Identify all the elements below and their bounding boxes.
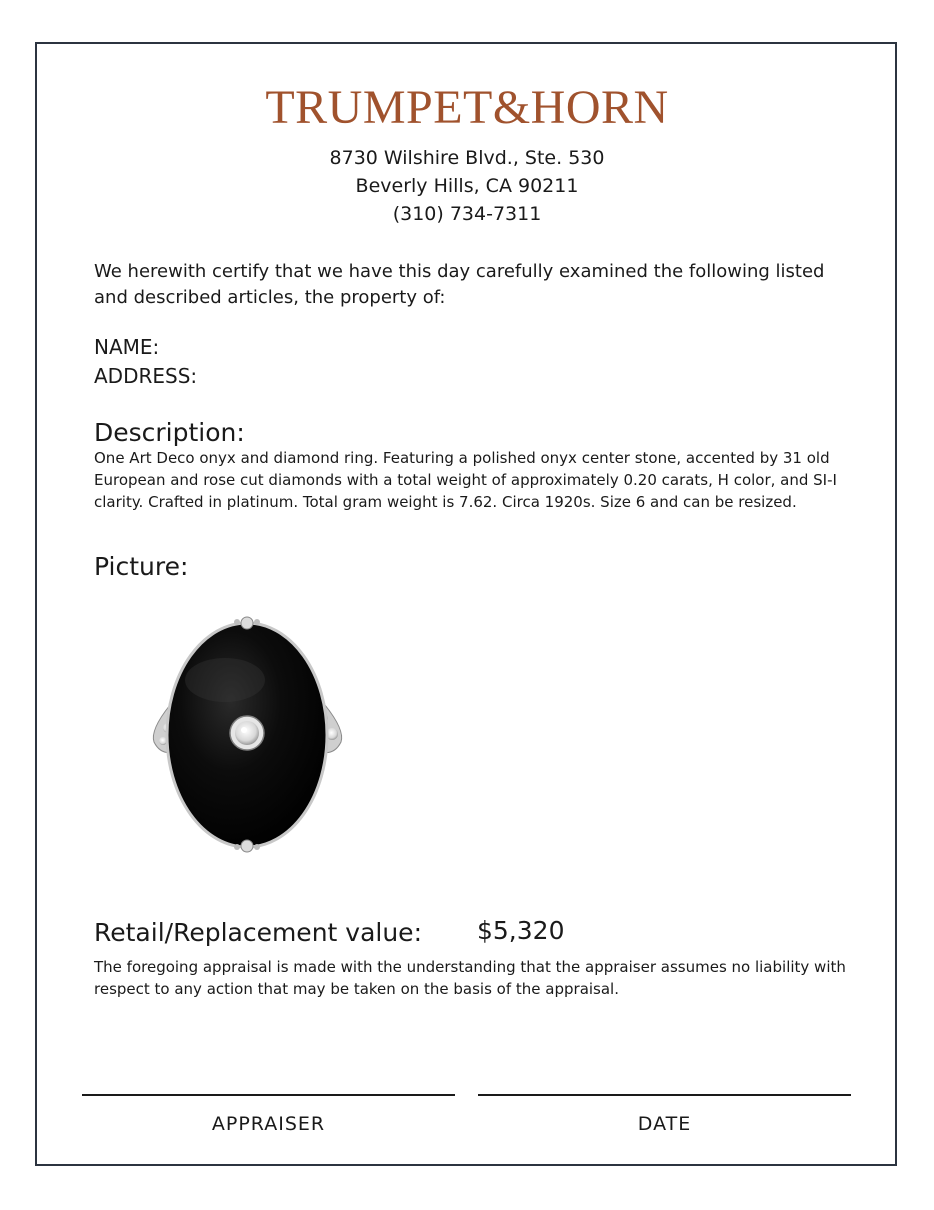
description-heading: Description: <box>94 418 245 447</box>
address-phone: (310) 734-7311 <box>392 203 542 225</box>
certification-statement: We herewith certify that we have this day carefully examined the following listed and described articles, the property of: <box>94 261 825 308</box>
description-text: One Art Deco onyx and diamond ring. Featuring a polished onyx center stone, accented by 31 old European and rose cut diamonds with a total weight of approximately 0.20 carats, H color, and SI-I clarity. Crafted in platinum. Total gram weight is 7.62. Circa 1920s. Size 6 and can be resized. <box>94 449 837 511</box>
picture-heading: Picture: <box>94 552 189 581</box>
address-street: 8730 Wilshire Blvd., Ste. 530 <box>329 147 605 169</box>
disclaimer-text: The foregoing appraisal is made with the understanding that the appraiser assumes no liability with respect to any action that may be taken on the basis of the appraisal. <box>94 958 846 998</box>
value-amount: $5,320 <box>477 916 565 945</box>
name-field-label: NAME: <box>94 335 160 359</box>
appraiser-signature-line <box>82 1094 455 1096</box>
brand-logo: TRUMPET&HORN <box>265 81 669 134</box>
address-city: Beverly Hills, CA 90211 <box>355 175 579 197</box>
date-label: DATE <box>637 1113 692 1135</box>
date-signature-line <box>478 1094 851 1096</box>
appraiser-label: APPRAISER <box>211 1113 326 1135</box>
address-field-label: ADDRESS: <box>94 364 198 388</box>
ring-photo <box>140 610 355 860</box>
value-label: Retail/Replacement value: <box>94 918 422 947</box>
